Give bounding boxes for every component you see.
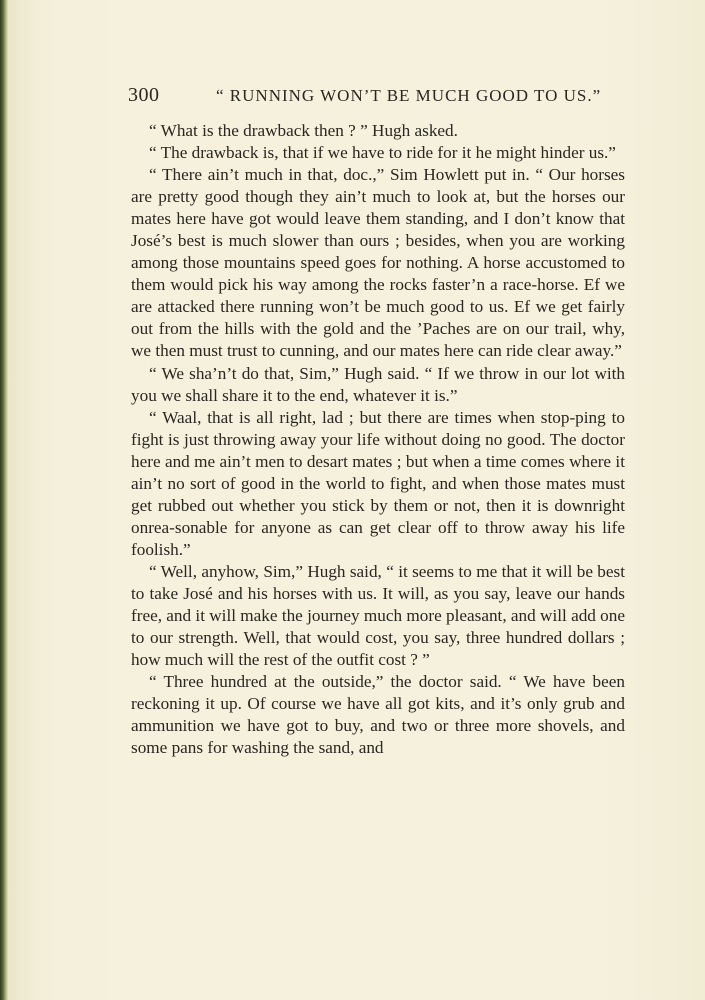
paragraph: “ There ain’t much in that, doc.,” Sim Howlett put in. “ Our horses are pretty good though they ain’t much to look at, but the horses our mates here have got would leave them standing, and I don’t know that José’s best is much slower than ours ; besides, when you are working among those mountains speed goes for nothing. A horse accustomed to them would pick his way among the rocks faster’n a race-horse. Ef we are attacked there running won’t be much good to us. Ef we get fairly out from the hills with the gold and the ’Paches are on our trail, why, we then must trust to cunning, and our mates here can ride clear away.” <box>131 165 625 361</box>
paragraph: “ Waal, that is all right, lad ; but there are times when stop-ping to fight is just throwing away your life without doing no good. The doctor here and me ain’t men to desart mates ; but when a time comes where it ain’t no sort of good in the world to fight, and when those mates must get rubbed out whether you stick by them or not, then it is downright onrea-sonable for anyone as can get clear off to throw away his life foolish.” <box>131 407 625 559</box>
body-text <box>131 120 625 759</box>
paragraph: “ The drawback is, that if we have to ride for it he might hinder us.” <box>149 143 616 163</box>
page-spine-edge <box>0 0 8 1000</box>
paragraph: “ What is the drawback then ? ” Hugh asked. <box>149 121 458 140</box>
page-header <box>128 84 628 108</box>
running-title: “ RUNNING WON’T BE MUCH GOOD TO US.” <box>216 86 602 105</box>
paragraph: “ Three hundred at the outside,” the doctor said. “ We have been reckoning it up. Of course we have all got kits, and it’s only grub and ammunition we have got to buy, and two or three more shovels, and some pans for washing the sand, and <box>131 672 625 758</box>
paragraph: “ Well, anyhow, Sim,” Hugh said, “ it seems to me that it will be best to take José and his horses with us. It will, as you say, leave our hands free, and it will make the journey much more pleasant, and will add one to our strength. Well, that would cost, you say, three hundred dollars ; how much will the rest of the outfit cost ? ” <box>131 561 625 670</box>
paragraph: “ We sha’n’t do that, Sim,” Hugh said. “ If we throw in our lot with you we shall share it to the end, whatever it is.” <box>131 363 625 405</box>
page-number: 300 <box>128 84 160 106</box>
